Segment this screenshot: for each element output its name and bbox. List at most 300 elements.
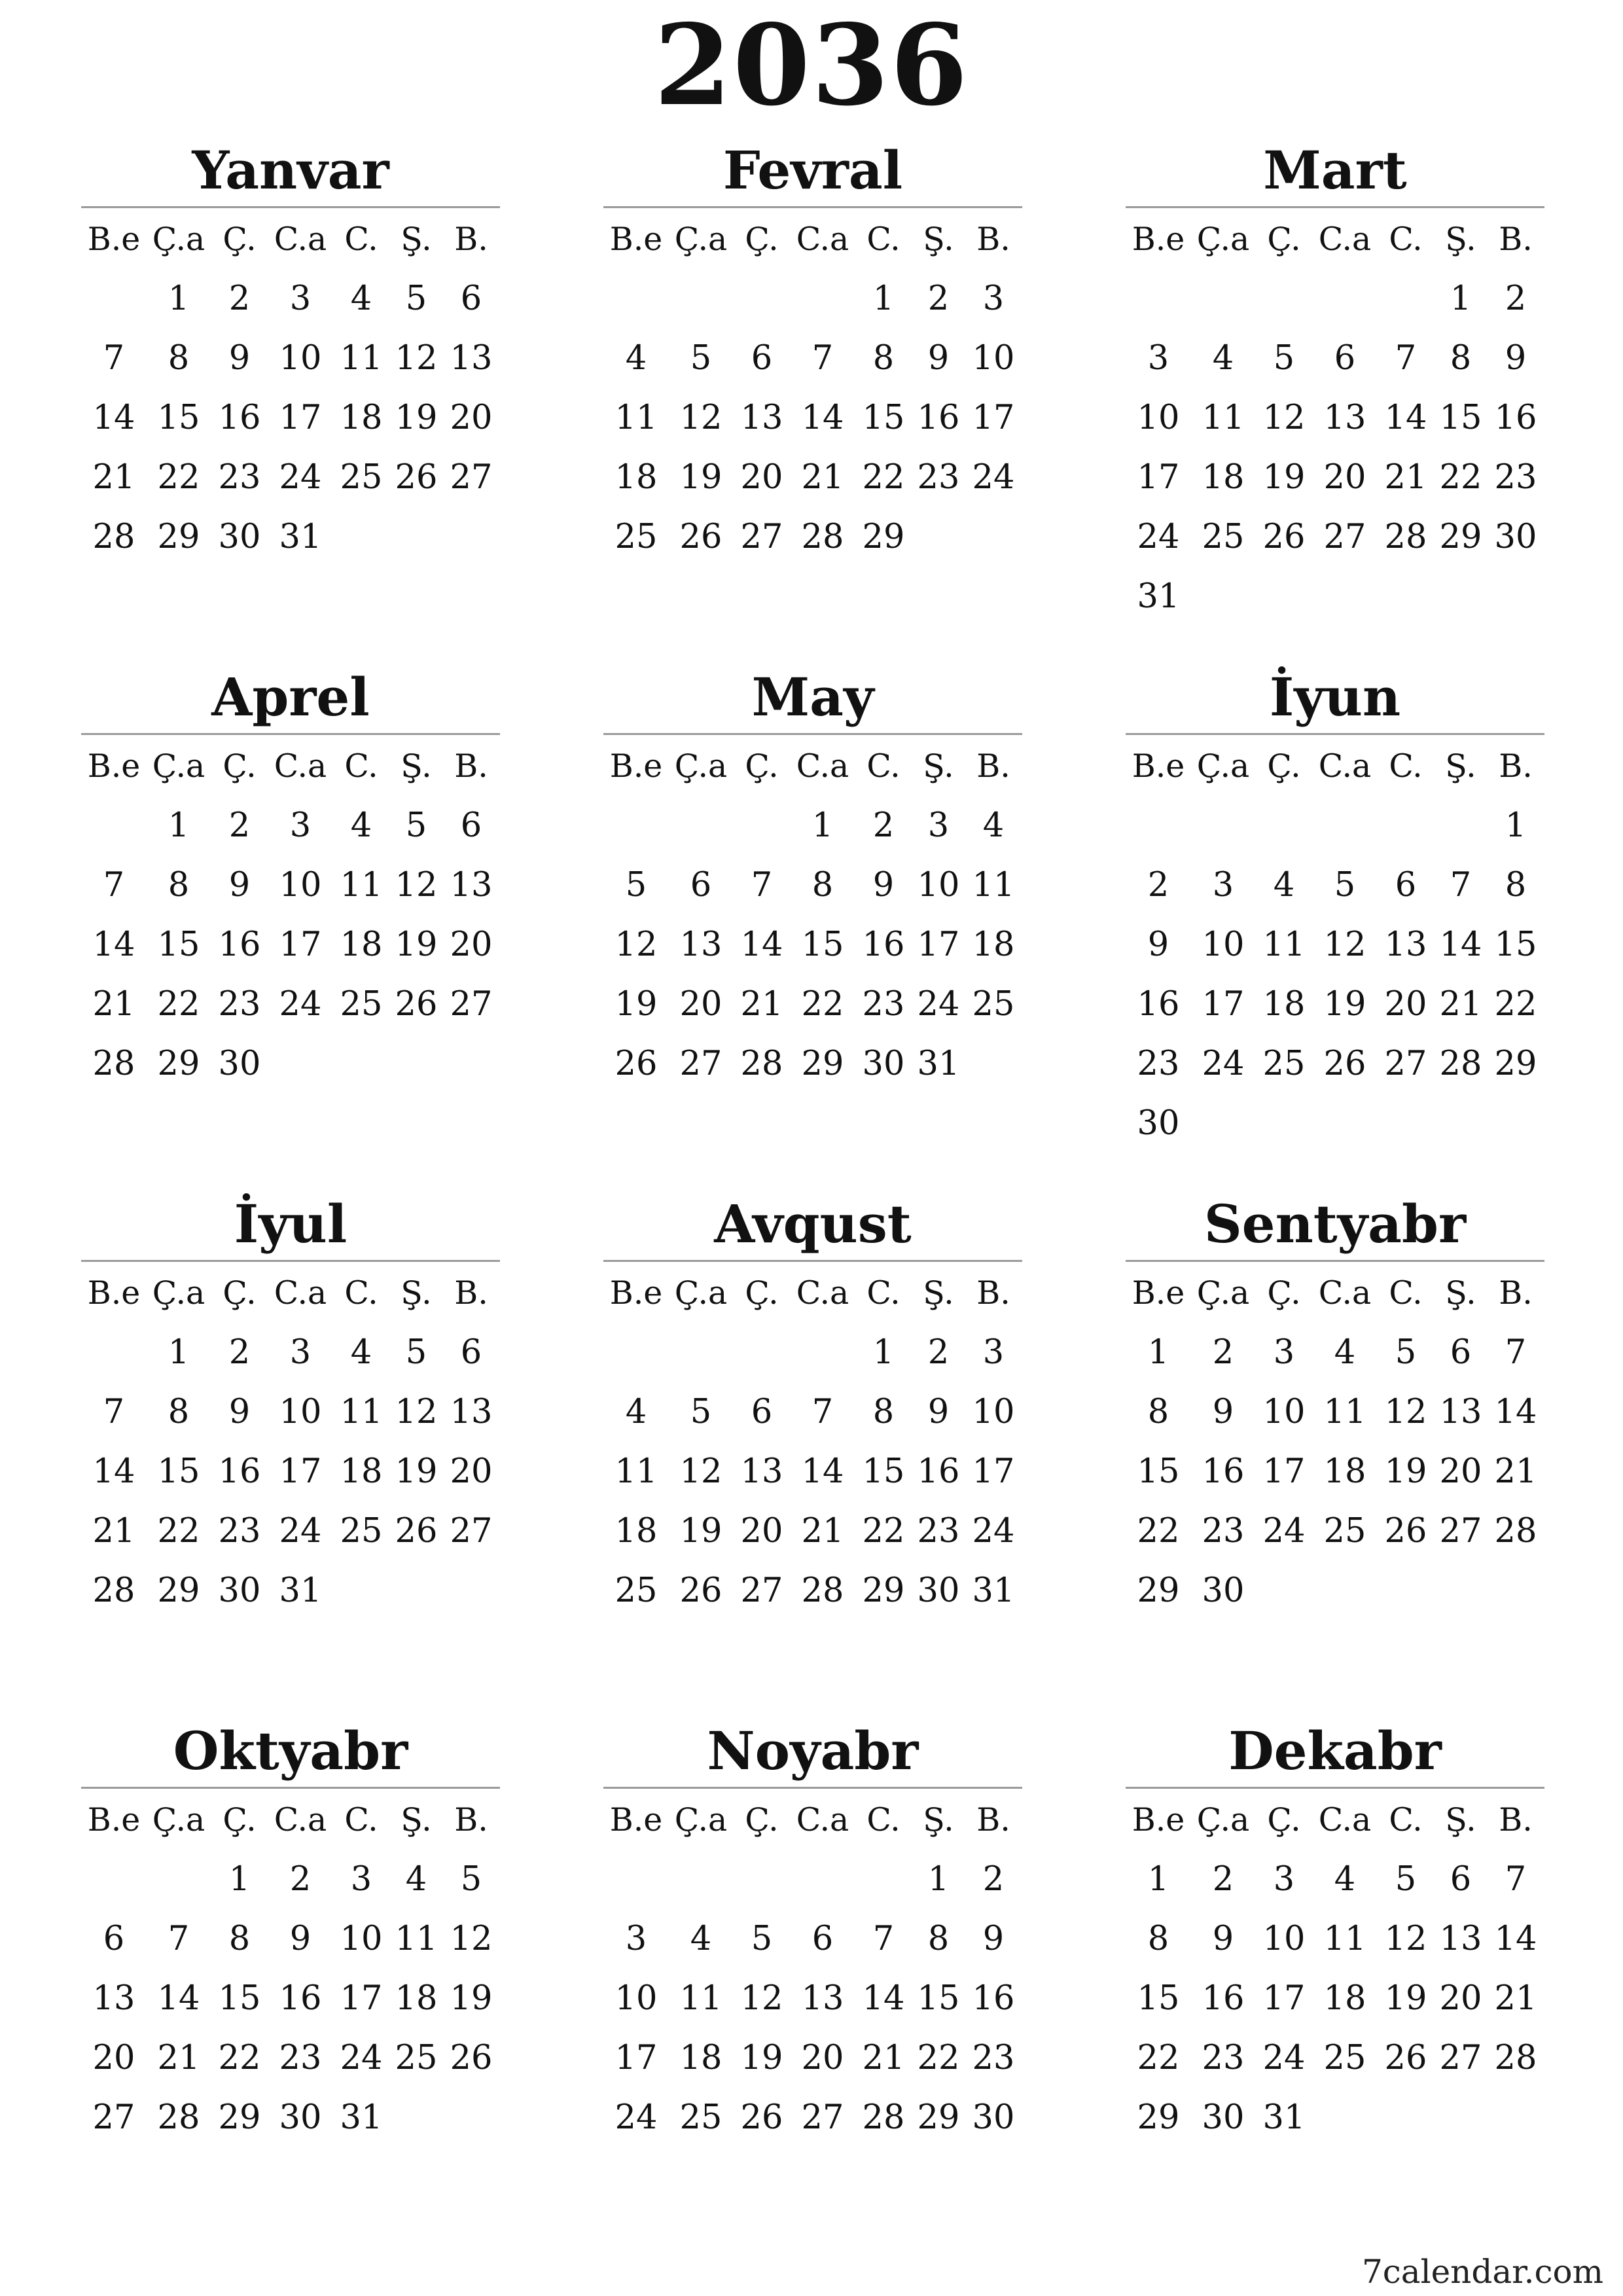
day-cell: 4 [982, 806, 1005, 845]
day-grid [81, 1263, 500, 1621]
weekday-header: Ç.a [152, 747, 205, 785]
day-cell: 31 [279, 1571, 322, 1610]
day-cell: 9 [228, 1393, 251, 1431]
day-cell: 4 [625, 339, 647, 378]
day-cell: 23 [1202, 1512, 1245, 1551]
day-cell: 22 [917, 2039, 960, 2077]
day-cell: 26 [1262, 518, 1306, 556]
day-cell: 25 [972, 985, 1015, 1024]
day-cell: 10 [340, 1920, 383, 1958]
day-cell: 20 [450, 399, 493, 437]
day-cell: 29 [1137, 2098, 1180, 2137]
weekday-header: C.a [796, 1274, 849, 1312]
day-cell: 14 [1494, 1920, 1537, 1958]
day-cell: 4 [1334, 1860, 1356, 1899]
day-cell: 21 [1384, 458, 1427, 497]
day-cell: 3 [350, 1860, 372, 1899]
day-cell: 19 [679, 458, 722, 497]
weekday-header: B.e [87, 1274, 141, 1312]
weekday-header: Ç. [745, 1274, 779, 1312]
empty-cell [791, 1323, 855, 1382]
day-cell: 8 [1450, 339, 1472, 378]
day-cell: 8 [1147, 1393, 1169, 1431]
weekday-header: C.a [1318, 1801, 1372, 1839]
weekday-header: Ç. [1267, 1801, 1301, 1839]
day-cell: 14 [92, 925, 135, 964]
day-cell: 28 [1494, 1512, 1537, 1551]
day-cell: 7 [1450, 866, 1472, 905]
day-cell: 29 [801, 1045, 844, 1083]
day-cell: 13 [450, 1393, 493, 1431]
day-cell: 24 [1262, 2039, 1306, 2077]
day-cell: 6 [751, 1393, 773, 1431]
month-block [603, 1715, 1022, 2147]
weekday-header: B.e [609, 221, 663, 258]
day-cell: 2 [872, 806, 895, 845]
day-cell: 28 [862, 2098, 905, 2137]
weekday-header: Ç.a [1196, 747, 1250, 785]
day-cell: 5 [1334, 866, 1356, 905]
weekday-header: Ç.a [674, 1274, 728, 1312]
weekday-header: B. [454, 221, 488, 258]
weekday-header: Ç.a [1196, 1801, 1250, 1839]
day-cell: 5 [690, 339, 712, 378]
day-cell: 13 [450, 339, 493, 378]
day-cell: 26 [1384, 2039, 1427, 2077]
day-cell: 19 [615, 985, 658, 1024]
weekday-header: Ş. [1445, 1274, 1476, 1312]
day-cell: 21 [1494, 1452, 1537, 1491]
day-cell: 20 [1439, 1979, 1482, 2018]
day-cell: 15 [862, 1452, 905, 1491]
day-cell: 27 [1439, 1512, 1482, 1551]
day-cell: 1 [1450, 279, 1472, 318]
day-cell: 18 [615, 458, 658, 497]
day-cell: 8 [168, 1393, 190, 1431]
day-cell: 25 [340, 1512, 383, 1551]
day-cell: 30 [917, 1571, 960, 1610]
weekday-header: B.e [609, 747, 663, 785]
day-cell: 26 [395, 458, 438, 497]
day-cell: 17 [1137, 458, 1180, 497]
weekday-header: Ç.a [152, 1801, 205, 1839]
day-cell: 31 [1137, 577, 1180, 616]
empty-cell [733, 1850, 791, 1909]
day-cell: 24 [972, 1512, 1015, 1551]
day-cell: 29 [157, 1571, 200, 1610]
weekday-header: C. [344, 747, 378, 785]
weekday-header: Ç. [745, 747, 779, 785]
weekday-header: B.e [87, 221, 141, 258]
day-cell: 1 [168, 279, 190, 318]
day-cell: 27 [450, 458, 493, 497]
day-cell: 5 [460, 1860, 482, 1899]
weekday-header: C.a [796, 1801, 849, 1839]
empty-cell [733, 1323, 791, 1382]
day-cell: 2 [289, 1860, 312, 1899]
day-cell: 28 [1494, 2039, 1537, 2077]
empty-cell [1435, 796, 1487, 855]
month-divider [603, 206, 1022, 208]
day-cell: 24 [917, 985, 960, 1024]
weekday-header: Ç.a [1196, 1274, 1250, 1312]
empty-cell [1126, 269, 1191, 329]
weekday-header: B. [976, 1801, 1010, 1839]
day-cell: 24 [1137, 518, 1180, 556]
month-name: Mart [1263, 139, 1407, 201]
day-cell: 4 [625, 1393, 647, 1431]
day-cell: 3 [982, 1333, 1005, 1372]
month-divider [1126, 1787, 1544, 1789]
day-cell: 25 [340, 985, 383, 1024]
month-name: Yanvar [192, 139, 389, 201]
day-cell: 30 [1202, 2098, 1245, 2137]
day-grid [81, 209, 500, 567]
weekday-header: B.e [609, 1274, 663, 1312]
weekday-header: B.e [87, 747, 141, 785]
day-cell: 24 [340, 2039, 383, 2077]
day-cell: 11 [340, 866, 383, 905]
day-cell: 18 [1323, 1452, 1366, 1491]
day-cell: 30 [1202, 1571, 1245, 1610]
empty-cell [1191, 796, 1255, 855]
day-cell: 24 [279, 985, 322, 1024]
day-cell: 29 [1439, 518, 1482, 556]
day-cell: 15 [157, 399, 200, 437]
day-cell: 23 [279, 2039, 322, 2077]
day-cell: 19 [1384, 1979, 1427, 2018]
day-cell: 28 [740, 1045, 783, 1083]
day-cell: 27 [740, 518, 783, 556]
day-cell: 14 [92, 1452, 135, 1491]
day-cell: 2 [1147, 866, 1169, 905]
month-block [81, 1715, 500, 2147]
day-cell: 23 [972, 2039, 1015, 2077]
day-cell: 9 [228, 866, 251, 905]
day-cell: 22 [218, 2039, 261, 2077]
day-cell: 20 [679, 985, 722, 1024]
day-cell: 22 [862, 1512, 905, 1551]
weekday-header: B. [976, 221, 1010, 258]
day-cell: 22 [1137, 2039, 1180, 2077]
empty-cell [603, 1850, 669, 1909]
day-cell: 4 [350, 279, 372, 318]
month-divider [1126, 1260, 1544, 1262]
month-divider [603, 1787, 1022, 1789]
day-cell: 30 [218, 1571, 261, 1610]
weekday-header: Ç.a [674, 1801, 728, 1839]
day-cell: 27 [679, 1045, 722, 1083]
day-cell: 7 [1505, 1333, 1527, 1372]
day-cell: 10 [972, 1393, 1015, 1431]
day-cell: 4 [1334, 1333, 1356, 1372]
day-cell: 17 [279, 1452, 322, 1491]
weekday-header: C. [866, 1274, 901, 1312]
day-cell: 15 [157, 925, 200, 964]
weekday-header: C. [344, 1274, 378, 1312]
day-cell: 7 [751, 866, 773, 905]
day-cell: 3 [1273, 1860, 1295, 1899]
day-grid [603, 1263, 1022, 1621]
day-cell: 5 [405, 1333, 427, 1372]
day-cell: 14 [1439, 925, 1482, 964]
weekday-header: C.a [796, 747, 849, 785]
day-cell: 25 [1202, 518, 1245, 556]
day-cell: 23 [917, 1512, 960, 1551]
day-cell: 15 [862, 399, 905, 437]
day-cell: 4 [405, 1860, 427, 1899]
day-cell: 29 [157, 1045, 200, 1083]
day-cell: 7 [168, 1920, 190, 1958]
day-cell: 25 [615, 518, 658, 556]
empty-cell [855, 1850, 912, 1909]
weekday-header: Ç. [745, 221, 779, 258]
day-cell: 7 [812, 339, 834, 378]
day-cell: 3 [927, 806, 950, 845]
day-cell: 26 [450, 2039, 493, 2077]
day-cell: 25 [340, 458, 383, 497]
day-cell: 20 [1384, 985, 1427, 1024]
day-cell: 18 [1262, 985, 1306, 1024]
day-cell: 28 [92, 518, 135, 556]
empty-cell [147, 1850, 211, 1909]
day-cell: 12 [679, 1452, 722, 1491]
day-cell: 22 [1137, 1512, 1180, 1551]
day-cell: 28 [92, 1045, 135, 1083]
day-cell: 25 [1323, 2039, 1366, 2077]
day-cell: 2 [1212, 1333, 1234, 1372]
day-cell: 12 [395, 866, 438, 905]
weekday-header: B.e [87, 1801, 141, 1839]
weekday-header: B. [1499, 1801, 1533, 1839]
day-cell: 9 [1212, 1393, 1234, 1431]
day-cell: 29 [157, 518, 200, 556]
weekday-header: Ş. [923, 1274, 954, 1312]
weekday-header: Ç. [1267, 221, 1301, 258]
empty-cell [603, 796, 669, 855]
day-cell: 22 [157, 1512, 200, 1551]
day-cell: 8 [1505, 866, 1527, 905]
day-cell: 29 [862, 1571, 905, 1610]
day-grid [81, 1790, 500, 2147]
day-cell: 18 [1202, 458, 1245, 497]
empty-cell [733, 796, 791, 855]
day-cell: 4 [690, 1920, 712, 1958]
day-cell: 5 [625, 866, 647, 905]
month-divider [1126, 206, 1544, 208]
empty-cell [1126, 796, 1191, 855]
day-cell: 6 [1450, 1860, 1472, 1899]
day-cell: 4 [1273, 866, 1295, 905]
day-cell: 23 [1494, 458, 1537, 497]
day-cell: 12 [1384, 1393, 1427, 1431]
day-cell: 19 [1262, 458, 1306, 497]
day-cell: 6 [812, 1920, 834, 1958]
weekday-header: Ç.a [1196, 221, 1250, 258]
day-cell: 21 [92, 985, 135, 1024]
day-cell: 6 [460, 1333, 482, 1372]
month-name: Dekabr [1228, 1720, 1442, 1782]
month-block [603, 1188, 1022, 1621]
day-cell: 19 [395, 399, 438, 437]
empty-cell [669, 269, 733, 329]
day-cell: 19 [450, 1979, 493, 2018]
day-cell: 12 [395, 339, 438, 378]
month-name: Oktyabr [173, 1720, 408, 1782]
day-cell: 20 [450, 925, 493, 964]
day-cell: 10 [279, 866, 322, 905]
day-cell: 1 [168, 806, 190, 845]
day-cell: 4 [350, 806, 372, 845]
day-cell: 9 [982, 1920, 1005, 1958]
day-cell: 29 [218, 2098, 261, 2137]
day-cell: 10 [279, 339, 322, 378]
day-cell: 6 [1334, 339, 1356, 378]
month-block [603, 661, 1022, 1094]
day-cell: 25 [615, 1571, 658, 1610]
day-cell: 20 [92, 2039, 135, 2077]
day-cell: 13 [679, 925, 722, 964]
weekday-header: Ş. [1445, 221, 1476, 258]
day-cell: 19 [395, 1452, 438, 1491]
day-cell: 14 [1494, 1393, 1537, 1431]
day-cell: 12 [450, 1920, 493, 1958]
day-cell: 15 [1137, 1452, 1180, 1491]
day-cell: 24 [972, 458, 1015, 497]
weekday-header: C. [866, 1801, 901, 1839]
day-cell: 28 [92, 1571, 135, 1610]
weekday-header: C. [344, 221, 378, 258]
day-cell: 26 [740, 2098, 783, 2137]
day-cell: 8 [872, 1393, 895, 1431]
day-cell: 11 [340, 339, 383, 378]
empty-cell [1255, 796, 1313, 855]
day-cell: 3 [982, 279, 1005, 318]
day-cell: 13 [1384, 925, 1427, 964]
weekday-header: Ç. [1267, 747, 1301, 785]
weekday-header: C. [1389, 1801, 1423, 1839]
month-divider [81, 1787, 500, 1789]
day-cell: 27 [1384, 1045, 1427, 1083]
day-cell: 12 [1384, 1920, 1427, 1958]
weekday-header: Ş. [1445, 747, 1476, 785]
day-cell: 21 [801, 458, 844, 497]
day-cell: 3 [289, 279, 312, 318]
weekday-header: B. [976, 1274, 1010, 1312]
month-name: May [751, 666, 874, 728]
day-cell: 28 [157, 2098, 200, 2137]
day-cell: 19 [1323, 985, 1366, 1024]
weekday-header: B. [1499, 1274, 1533, 1312]
day-cell: 9 [228, 339, 251, 378]
day-cell: 11 [615, 399, 658, 437]
day-cell: 19 [1384, 1452, 1427, 1491]
weekday-header: B. [454, 747, 488, 785]
day-cell: 26 [615, 1045, 658, 1083]
day-cell: 14 [92, 399, 135, 437]
weekday-header: C.a [1318, 1274, 1372, 1312]
day-cell: 27 [92, 2098, 135, 2137]
day-cell: 17 [917, 925, 960, 964]
day-cell: 9 [927, 339, 950, 378]
day-cell: 30 [218, 1045, 261, 1083]
day-cell: 31 [279, 518, 322, 556]
day-cell: 20 [740, 458, 783, 497]
empty-cell [81, 796, 147, 855]
day-cell: 21 [862, 2039, 905, 2077]
day-cell: 15 [1439, 399, 1482, 437]
day-cell: 18 [972, 925, 1015, 964]
day-cell: 17 [1262, 1452, 1306, 1491]
empty-cell [1191, 269, 1255, 329]
month-name: Noyabr [707, 1720, 919, 1782]
day-cell: 13 [1439, 1920, 1482, 1958]
day-cell: 25 [1323, 1512, 1366, 1551]
weekday-header: Ç. [223, 747, 257, 785]
day-cell: 28 [1384, 518, 1427, 556]
empty-cell [603, 269, 669, 329]
empty-cell [669, 796, 733, 855]
month-name: Sentyabr [1204, 1193, 1467, 1255]
month-name: Aprel [211, 666, 370, 728]
weekday-header: B. [454, 1801, 488, 1839]
month-block [1126, 1715, 1544, 2147]
day-cell: 10 [1262, 1920, 1306, 1958]
day-cell: 5 [751, 1920, 773, 1958]
weekday-header: C.a [274, 747, 327, 785]
day-cell: 16 [279, 1979, 322, 2018]
day-cell: 4 [350, 1333, 372, 1372]
day-cell: 16 [972, 1979, 1015, 2018]
day-cell: 31 [1262, 2098, 1306, 2137]
day-cell: 31 [917, 1045, 960, 1083]
day-cell: 3 [289, 1333, 312, 1372]
day-cell: 30 [1494, 518, 1537, 556]
day-grid [603, 736, 1022, 1094]
weekday-header: Ç.a [152, 1274, 205, 1312]
day-grid [1126, 736, 1544, 1153]
day-grid [603, 209, 1022, 567]
day-cell: 1 [168, 1333, 190, 1372]
day-cell: 26 [1323, 1045, 1366, 1083]
day-cell: 7 [1505, 1860, 1527, 1899]
day-cell: 14 [740, 925, 783, 964]
day-cell: 23 [1137, 1045, 1180, 1083]
day-cell: 18 [340, 1452, 383, 1491]
empty-cell [1313, 269, 1377, 329]
day-cell: 21 [740, 985, 783, 1024]
day-cell: 6 [751, 339, 773, 378]
day-cell: 1 [927, 1860, 950, 1899]
month-name: Avqust [714, 1193, 912, 1255]
day-cell: 29 [1494, 1045, 1537, 1083]
day-cell: 16 [1137, 985, 1180, 1024]
day-cell: 6 [690, 866, 712, 905]
day-cell: 29 [917, 2098, 960, 2137]
day-cell: 7 [812, 1393, 834, 1431]
day-cell: 21 [157, 2039, 200, 2077]
day-cell: 24 [615, 2098, 658, 2137]
day-cell: 1 [872, 279, 895, 318]
day-cell: 10 [279, 1393, 322, 1431]
day-cell: 12 [1323, 925, 1366, 964]
day-grid [1126, 1263, 1544, 1621]
footer-watermark: 7calendar.com [1361, 2253, 1603, 2291]
day-cell: 9 [1505, 339, 1527, 378]
day-cell: 21 [92, 1512, 135, 1551]
day-cell: 11 [679, 1979, 722, 2018]
day-cell: 11 [1323, 1920, 1366, 1958]
